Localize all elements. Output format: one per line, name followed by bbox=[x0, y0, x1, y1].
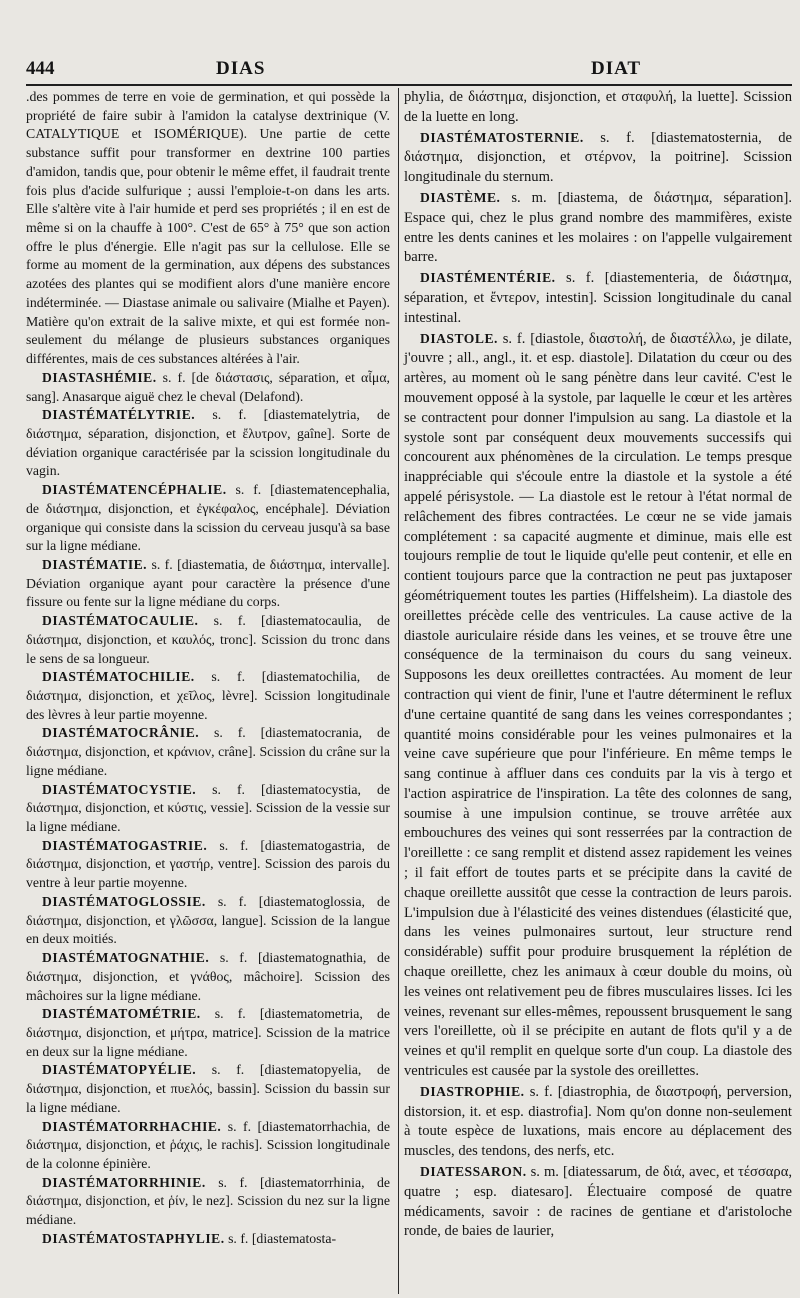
dictionary-entry bbox=[26, 556, 390, 612]
entry-definition: s. m. [diastema, de διάστημα, séparation]. Espace qui, chez le plus grand nombre des mammifères, existe entre les dents canines et les molaires : on l'appelle vulgairement barre. bbox=[404, 189, 792, 266]
dictionary-entry bbox=[26, 668, 390, 724]
left-entry-list bbox=[26, 369, 390, 1249]
entry-definition: s. f. [diastematocystia, de διάστημα, disjonction, et κύστις, vessie]. Scission de la vessie sur la ligne médiane. bbox=[26, 781, 390, 835]
header-rule bbox=[26, 84, 792, 86]
entry-headword: DIASTÉMATOSTAPHYLIE. bbox=[42, 1230, 225, 1246]
continued-paragraph: .des pommes de terre en voie de germination, et qui possède la propriété de faire subir à l'amidon la catalyse dextrinique (V. CATALYTIQUE et ISOMÉRIQUE). Une partie de cette substance suffit pour transformer en dextrine 100 parties d'amidon, tandis que, pour obtenir le même effet, il faudrait trente fois plus d'acide sulfurique ; aussi l'emploie-t-on dans les arts. Elle s'altère vite à l'air humide et perd ses propriétés ; il en est de même si on la chauffe à 100°. C'est de 65° à 75° que son action offre le plus d'énergie. Elle n'agit pas sur la cellulose. Elle se forme au moment de la germination, aux dépens des substances azotées des plantes qui se modifient alors d'une manière encore indéterminée. — Diastase animale ou salivaire (Mialhe et Payen). Matière qu'on extrait de la salive mixte, et qui est formée non-seulement du mélange de plusieurs substances organiques différentes, mais de ces substances altérées à l'air. bbox=[26, 89, 390, 367]
entry-headword: DIASTÉMATORRHACHIE. bbox=[42, 1118, 222, 1134]
entry-definition: s. f. [diastementeria, de διάστημα, séparation, et ἔντερον, intestin]. Scission longitudinale du canal intestinal. bbox=[404, 270, 792, 326]
entry-headword: DIASTASHÉMIE. bbox=[42, 369, 157, 385]
page-number: 444 bbox=[26, 58, 55, 79]
running-header bbox=[26, 58, 792, 84]
right-entry-list bbox=[404, 128, 792, 1243]
entry-headword: DIASTÉMATORRHINIE. bbox=[42, 1174, 206, 1190]
entry-headword: DIASTROPHIE. bbox=[420, 1083, 525, 1099]
dictionary-entry bbox=[26, 949, 390, 1005]
dictionary-entry bbox=[26, 781, 390, 837]
entry-headword: DIASTÉMATOCHILIE. bbox=[42, 669, 195, 685]
entry-definition: s. f. [diastematocaulia, de διάστημα, disjonction, et καυλός, tronc]. Scission du tronc dans le sens de sa longueur. bbox=[26, 613, 390, 666]
entry-definition: s. f. [diastematorrhachia, de διάστημα, disjonction, et ῥάχις, le rachis]. Scission longitudinale de la colonne épinière. bbox=[26, 1118, 391, 1171]
dictionary-entry bbox=[404, 188, 792, 268]
dictionary-entry bbox=[26, 1061, 390, 1117]
left-column bbox=[26, 88, 390, 1249]
entry-definition: s. f. [diastrophia, de διαστροφή, perversion, distorsion, it. et esp. diastrofia]. Nom qu'on donne non-seulement à toute espèce de luxations, mais encore au déplacement des muscles, des tendons, des nerfs, etc. bbox=[404, 1083, 792, 1160]
entry-headword: DIASTOLE. bbox=[420, 330, 498, 346]
dictionary-entry bbox=[26, 1005, 390, 1061]
dictionary-entry bbox=[26, 1230, 390, 1249]
entry-headword: DIASTÉMATOSTERNIE. bbox=[420, 129, 584, 145]
entry-definition: s. f. [diastematencephalia, de διάστημα, disjonction, et ἐγκέφαλος, encéphale]. Déviation organique qui consiste dans la scission du cerveau jusqu'à sa base sur la ligne médiane. bbox=[26, 482, 391, 554]
entry-definition: s. f. [diastematognathia, de διάστημα, disjonction, et γνάθος, mâchoire]. Scission des mâchoires sur la ligne médiane. bbox=[26, 950, 390, 1003]
entry-definition: s. f. [diastematometria, de διάστημα, disjonction, et μήτρα, matrice]. Scission de la matrice en deux sur la ligne médiane. bbox=[26, 1006, 390, 1059]
entry-headword: DIATESSARON. bbox=[420, 1164, 527, 1180]
dictionary-entry bbox=[404, 128, 792, 188]
dictionary-entry bbox=[26, 612, 390, 668]
dictionary-entry bbox=[26, 369, 390, 406]
dictionary-entry bbox=[404, 1162, 792, 1242]
entry-definition: s. f. [diastematoglossia, de διάστημα, disjonction, et γλῶσσα, langue]. Scission de la langue en deux moitiés. bbox=[26, 893, 390, 947]
entry-headword: DIASTÉMATOGNATHIE. bbox=[42, 950, 210, 966]
entry-headword: DIASTÉMENTÉRIE. bbox=[420, 270, 556, 286]
entry-headword: DIASTÉMATENCÉPHALIE. bbox=[42, 482, 227, 498]
entry-definition: s. f. [diastematochilia, de διάστημα, disjonction, et χεῖλος, lèvre]. Scission longitudinale des lèvres à leur partie moyenne. bbox=[26, 669, 390, 722]
entry-definition: s. f. [diastematelytria, de διάστημα, séparation, disjonction, et ἔλυτρον, gaîne]. Sorte de déviation organique caractérisée par la scission longitudinale du vagin. bbox=[26, 407, 390, 479]
dictionary-entry bbox=[26, 893, 390, 949]
entry-headword: DIASTÉMATOMÉTRIE. bbox=[42, 1006, 201, 1022]
entry-definition: s. f. [de διάστασις, séparation, et αἷμα, sang]. Anasarque aiguë chez le cheval (Delafond). bbox=[26, 369, 390, 404]
entry-definition: s. f. [diastematorrhinia, de διάστημα, disjonction, et ῥίν, le nez]. Scission du nez sur la ligne médiane. bbox=[26, 1174, 390, 1228]
entry-headword: DIASTÉMATOPYÉLIE. bbox=[42, 1062, 197, 1078]
entry-definition: s. f. [diastematogastria, de διάστημα, disjonction, et γαστήρ, ventre]. Scission des parois du ventre à leur partie moyenne. bbox=[26, 837, 390, 891]
entry-definition: s. f. [diastematocrania, de διάστημα, disjonction, et κράνιον, crâne]. Scission du crâne sur la ligne médiane. bbox=[26, 725, 390, 778]
right-column bbox=[404, 88, 792, 1242]
dictionary-entry bbox=[26, 1174, 390, 1230]
entry-definition: s. f. [diastematosternia, de διάστημα, disjonction, et στέρνον, la poitrine]. Scission longitudinale du sternum. bbox=[404, 129, 792, 186]
dictionary-entry bbox=[26, 406, 390, 481]
entry-headword: DIASTÉMATIE. bbox=[42, 556, 148, 572]
entry-headword: DIASTÉMATOCYSTIE. bbox=[42, 781, 197, 797]
entry-headword: DIASTÉMATOGLOSSIE. bbox=[42, 893, 206, 909]
entry-definition: s. f. [diastole, διαστολή, de διαστέλλω, je dilate, j'ouvre ; all., angl., it. et esp. diastole]. Dilatation du cœur ou des artères, au moment où le sang pénètre dans leur cavité. C'est le mouvement opposé à la systole, par laquelle le cœur et les artères se contractent pour donner l'impulsion au sang. La diastole et la systole sont par conséquent deux mouvements successifs qui concourent aux phénomènes de la circulation. Le temps presque inappréciable qui s'écoule entre la diastole et la systole a été appelé périsystole. — La diastole est le retour à l'état normal de relâchement des fibres contractées. Le cœur ne se vide jamais complétement : sa capacité augmente et diminue, mais elle est toujours remplie de tout le liquide qu'elle peut contenir, et elle en contient toujours parce que la contraction ne peut pas juxtaposer géométriquement toutes les parties (Hiffelsheim). La diastole des oreillettes précède celle des ventricules. La cause active de la diastole auriculaire réside dans les veines, et se trouve être une conséquence de la terminaison du cours du sang veineux. Supposons les deux oreillettes contractées. Au moment de leur contraction qui vient de finir, l'une et l'autre déterminent le reflux d'une certaine quantité de sang dans les veines correspondantes ; quantité moins considérable pour les veines pulmonaires et la veine cave supérieure que pour l'inférieure. En même temps le sang continue à affluer dans ces conduits par la vis à tergo et l'action aspiratrice de l'inspiration. La tête des colonnes de sang, soumise à une impulsion continue, se trouve arrêtée aux embouchures des veines qui sont resserrées par la contraction de l'oreillette : ce sang remplit et distend assez rapidement les veines ; il fait effort de toutes parts et se précipite dans la cavité de chaque oreillette aussitôt que cesse la contraction de leurs parois. L'impulsion due à l'élasticité des veines distendues (élasticité que, dans les veines pulmonaires surtout, leur structure rend considérable) suffit pour produire brusquement la réplétion de chaque oreillette, chez les animaux à cœur double du moins, où les veines ont relativement peu de fibres musculaires lisses. Ici les veines, revenant sur elles-mêmes, repoussent brusquement le sang vers l'oreillette, où il se précipite en autant de flots qu'il y a de veines et qu'il remplit en quelque sorte d'un coup. La diastole des ventricules est causée par la systole des oreillettes. bbox=[404, 330, 792, 1080]
dictionary-entry bbox=[404, 268, 792, 328]
entry-headword: DIASTÉMATÉLYTRIE. bbox=[42, 407, 196, 423]
guide-word-left: DIAS bbox=[216, 58, 266, 79]
entry-definition: s. m. [diatessarum, de διά, avec, et τέσσαρα, quatre ; esp. diatesaro]. Électuaire composé de quatre médicaments, savoir : de racines de gentiane et d'aristoloche ronde, de baies de laurier, bbox=[404, 1164, 792, 1240]
continued-paragraph: phylia, de διάστημα, disjonction, et σταφυλή, la luette]. Scission de la luette en long. bbox=[404, 89, 792, 125]
dictionary-entry bbox=[26, 1118, 390, 1174]
entry-headword: DIASTÈME. bbox=[420, 189, 501, 205]
guide-word-right: DIAT bbox=[591, 58, 642, 79]
entry-definition: s. f. [diastematopyelia, de διάστημα, disjonction, et πυελός, bassin]. Scission du bassin sur la ligne médiane. bbox=[26, 1062, 390, 1115]
dictionary-entry bbox=[26, 837, 390, 893]
entry-headword: DIASTÉMATOCRÂNIE. bbox=[42, 725, 200, 741]
entry-headword: DIASTÉMATOCAULIE. bbox=[42, 613, 199, 629]
dictionary-entry bbox=[26, 724, 390, 780]
dictionary-entry bbox=[404, 329, 792, 1082]
entry-definition: s. f. [diastematosta- bbox=[228, 1230, 337, 1246]
entry-definition: s. f. [diastematia, de διάστημα, intervalle]. Déviation organique ayant pour caractère la présence d'une fissure ou fente sur la ligne médiane du corps. bbox=[26, 556, 390, 610]
dictionary-entry bbox=[26, 481, 390, 556]
column-rule bbox=[398, 88, 399, 1294]
dictionary-entry bbox=[404, 1082, 792, 1162]
entry-headword: DIASTÉMATOGASTRIE. bbox=[42, 837, 208, 853]
